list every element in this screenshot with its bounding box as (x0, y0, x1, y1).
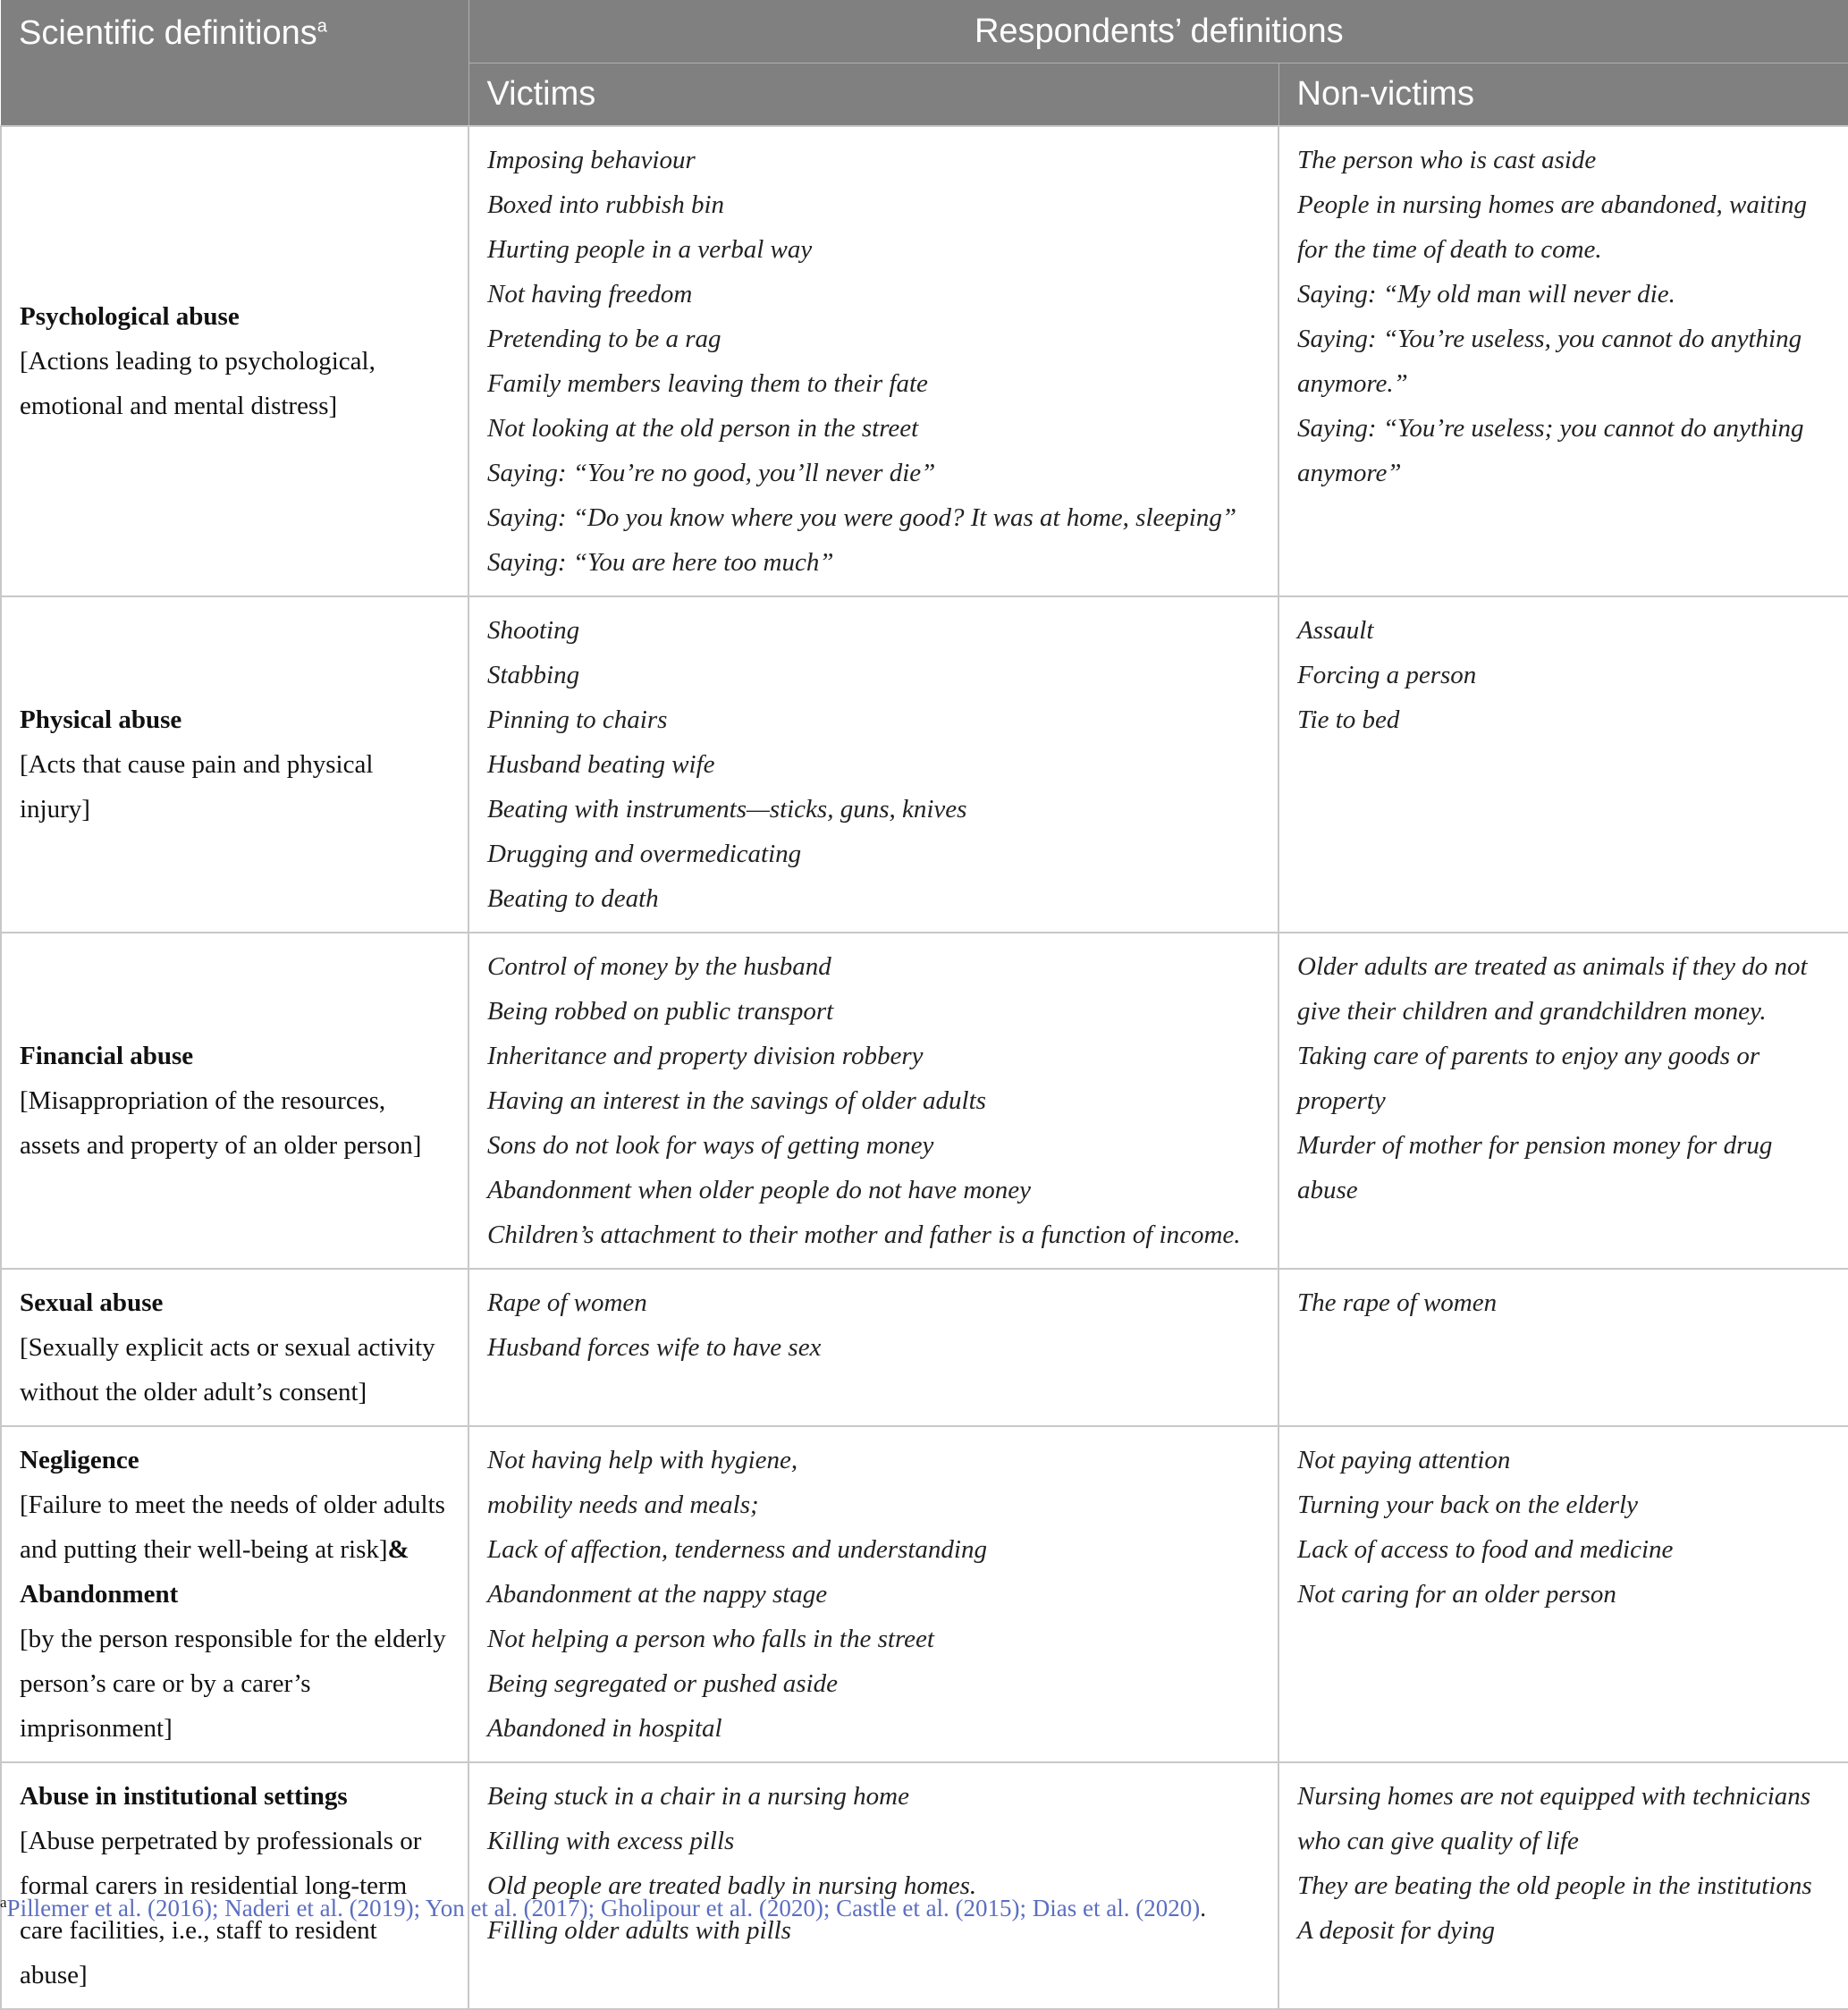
victim-definition-item: Shooting (487, 616, 580, 645)
abuse-type-term: Abuse in institutional settings (20, 1782, 348, 1811)
non-victim-definition-item: Saying: “You’re useless; you cannot do anything anymore” (1297, 414, 1804, 487)
non-victims-definitions-cell (1278, 596, 1848, 933)
victim-definition-item: Saying: “You are here too much” (487, 548, 834, 577)
abuse-type-definition: [Sexually explicit acts or sexual activity without the older adult’s consent] (20, 1333, 435, 1406)
scientific-definition-cell (1, 126, 468, 596)
non-victim-definition-item: Nursing homes are not equipped with technicians who can give quality of life (1297, 1782, 1811, 1855)
victim-definition-item: Pretending to be a rag (487, 325, 721, 353)
header-respondents-definitions: Respondents’ definitions (468, 0, 1848, 63)
non-victim-definition-item: Saying: “You’re useless, you cannot do anything anymore.” (1297, 325, 1802, 398)
non-victim-definition-item: Murder of mother for pension money for drug abuse (1297, 1131, 1773, 1204)
footnote-marker: a (0, 1894, 7, 1911)
non-victim-definition-item: Not paying attention (1297, 1446, 1511, 1474)
abuse-type-definition: [Failure to meet the needs of older adults and putting their well-being at risk] (20, 1491, 445, 1564)
table-row (1, 933, 1848, 1269)
victim-definition-item: Family members leaving them to their fate (487, 369, 928, 398)
table-row (1, 1269, 1848, 1426)
victim-definition-item: Saying: “You’re no good, you’ll never die” (487, 459, 936, 487)
abuse-type-term: Financial abuse (20, 1042, 194, 1070)
table-row (1, 596, 1848, 933)
victim-definition-item: Not looking at the old person in the street (487, 414, 919, 443)
victim-definition-item: Saying: “Do you know where you were good? It was at home, sleeping” (487, 503, 1236, 532)
table-body (1, 126, 1848, 2009)
victim-definition-item: Inheritance and property division robbery (487, 1042, 924, 1070)
non-victim-definition-item: Taking care of parents to enjoy any goods or property (1297, 1042, 1760, 1115)
non-victims-definitions-cell (1278, 126, 1848, 596)
victim-definition-item: Being robbed on public transport (487, 997, 834, 1026)
scientific-definition-cell (1, 1426, 468, 1762)
victims-definitions-cell (468, 1426, 1278, 1762)
victim-definition-item: Abandonment at the nappy stage (487, 1580, 828, 1609)
non-victim-definition-item: The rape of women (1297, 1288, 1498, 1317)
victim-definition-item: Lack of affection, tenderness and understanding (487, 1535, 987, 1564)
abuse-type-term: Negligence (20, 1446, 139, 1474)
table-row (1, 1762, 1848, 2009)
abuse-type-term: Physical abuse (20, 705, 182, 734)
header-col1-label: Scientific definitions (19, 14, 317, 52)
abuse-type-definition: [Misappropriation of the resources, assets and property of an older person] (20, 1086, 422, 1160)
non-victims-definitions-cell (1278, 1269, 1848, 1426)
victim-definition-item: Imposing behaviour (487, 146, 696, 174)
scientific-definition-cell (1, 1762, 468, 2009)
victim-definition-item: Not helping a person who falls in the street (487, 1625, 934, 1653)
victim-definition-item: Not having freedom (487, 280, 693, 308)
victim-definition-item: Being stuck in a chair in a nursing home (487, 1782, 910, 1811)
abuse-type-definition-secondary: [by the person responsible for the elderly person’s care or by a carer’s imprisonment] (20, 1625, 446, 1743)
victim-definition-item: Abandonment when older people do not have money (487, 1176, 1032, 1204)
footnote-end: . (1200, 1895, 1206, 1921)
victim-definition-item: mobility needs and meals; (487, 1491, 759, 1519)
footnote (0, 1894, 1206, 1922)
victim-definition-item: Filling older adults with pills (487, 1916, 791, 1945)
non-victims-definitions-cell (1278, 1426, 1848, 1762)
non-victims-definitions-cell (1278, 933, 1848, 1269)
non-victim-definition-item: Turning your back on the elderly (1297, 1491, 1638, 1519)
victim-definition-item: Being segregated or pushed aside (487, 1669, 838, 1698)
table-row (1, 1426, 1848, 1762)
victim-definition-item: Killing with excess pills (487, 1827, 735, 1855)
header-scientific-definitions (1, 0, 468, 126)
victim-definition-item: Hurting people in a verbal way (487, 235, 813, 264)
non-victim-definition-item: They are beating the old people in the institutions (1297, 1871, 1812, 1900)
victims-definitions-cell (468, 933, 1278, 1269)
victim-definition-item: Boxed into rubbish bin (487, 190, 725, 219)
footnote-references[interactable]: Pillemer et al. (2016); Naderi et al. (2019); Yon et al. (2017); Gholipour et al. (2020); Castle et al. (2015); Dias et al. (2020) (6, 1895, 1201, 1921)
victim-definition-item: Husband beating wife (487, 750, 715, 779)
victim-definition-item: Not having help with hygiene, (487, 1446, 798, 1474)
scientific-definition-cell (1, 1269, 468, 1426)
victim-definition-item: Husband forces wife to have sex (487, 1333, 822, 1362)
header-col1-footnote-marker: a (316, 16, 327, 37)
victims-definitions-cell (468, 1269, 1278, 1426)
victim-definition-item: Abandoned in hospital (487, 1714, 722, 1743)
victim-definition-item: Stabbing (487, 661, 580, 689)
victim-definition-item: Old people are treated badly in nursing homes. (487, 1871, 977, 1900)
ampersand: & (387, 1535, 409, 1564)
abuse-type-term-secondary: Abandonment (20, 1580, 179, 1609)
non-victim-definition-item: Forcing a person (1297, 661, 1477, 689)
table-header (1, 0, 1848, 126)
victim-definition-item: Control of money by the husband (487, 952, 831, 981)
victim-definition-item: Beating with instruments—sticks, guns, knives (487, 795, 967, 823)
victim-definition-item: Sons do not look for ways of getting money (487, 1131, 934, 1160)
non-victim-definition-item: Lack of access to food and medicine (1297, 1535, 1674, 1564)
abuse-type-term: Psychological abuse (20, 302, 240, 331)
abuse-type-definition: [Abuse perpetrated by professionals or formal carers in residential long-term care facilities, i.e., staff to resident abuse] (20, 1827, 422, 1989)
non-victim-definition-item: Not caring for an older person (1297, 1580, 1616, 1609)
victim-definition-item: Rape of women (487, 1288, 647, 1317)
victim-definition-item: Pinning to chairs (487, 705, 668, 734)
header-non-victims: Non-victims (1278, 63, 1848, 127)
abuse-type-definition: [Acts that cause pain and physical injury] (20, 750, 374, 823)
header-victims: Victims (468, 63, 1278, 127)
victims-definitions-cell (468, 126, 1278, 596)
non-victim-definition-item: Older adults are treated as animals if they do not give their children and grandchildren money. (1297, 952, 1808, 1026)
non-victim-definition-item: Saying: “My old man will never die. (1297, 280, 1675, 308)
victim-definition-item: Having an interest in the savings of older adults (487, 1086, 986, 1115)
victim-definition-item: Beating to death (487, 884, 659, 913)
non-victim-definition-item: Assault (1297, 616, 1374, 645)
non-victim-definition-item: Tie to bed (1297, 705, 1400, 734)
non-victims-definitions-cell (1278, 1762, 1848, 2009)
non-victim-definition-item: People in nursing homes are abandoned, waiting for the time of death to come. (1297, 190, 1808, 264)
victim-definition-item: Children’s attachment to their mother and father is a function of income. (487, 1220, 1241, 1249)
victims-definitions-cell (468, 596, 1278, 933)
non-victim-definition-item: A deposit for dying (1297, 1916, 1495, 1945)
victims-definitions-cell (468, 1762, 1278, 2009)
scientific-definition-cell (1, 933, 468, 1269)
non-victim-definition-item: The person who is cast aside (1297, 146, 1597, 174)
scientific-definition-cell (1, 596, 468, 933)
victim-definition-item: Drugging and overmedicating (487, 840, 802, 868)
abuse-type-term: Sexual abuse (20, 1288, 164, 1317)
abuse-type-definition: [Actions leading to psychological, emotional and mental distress] (20, 347, 376, 420)
table-row (1, 126, 1848, 596)
